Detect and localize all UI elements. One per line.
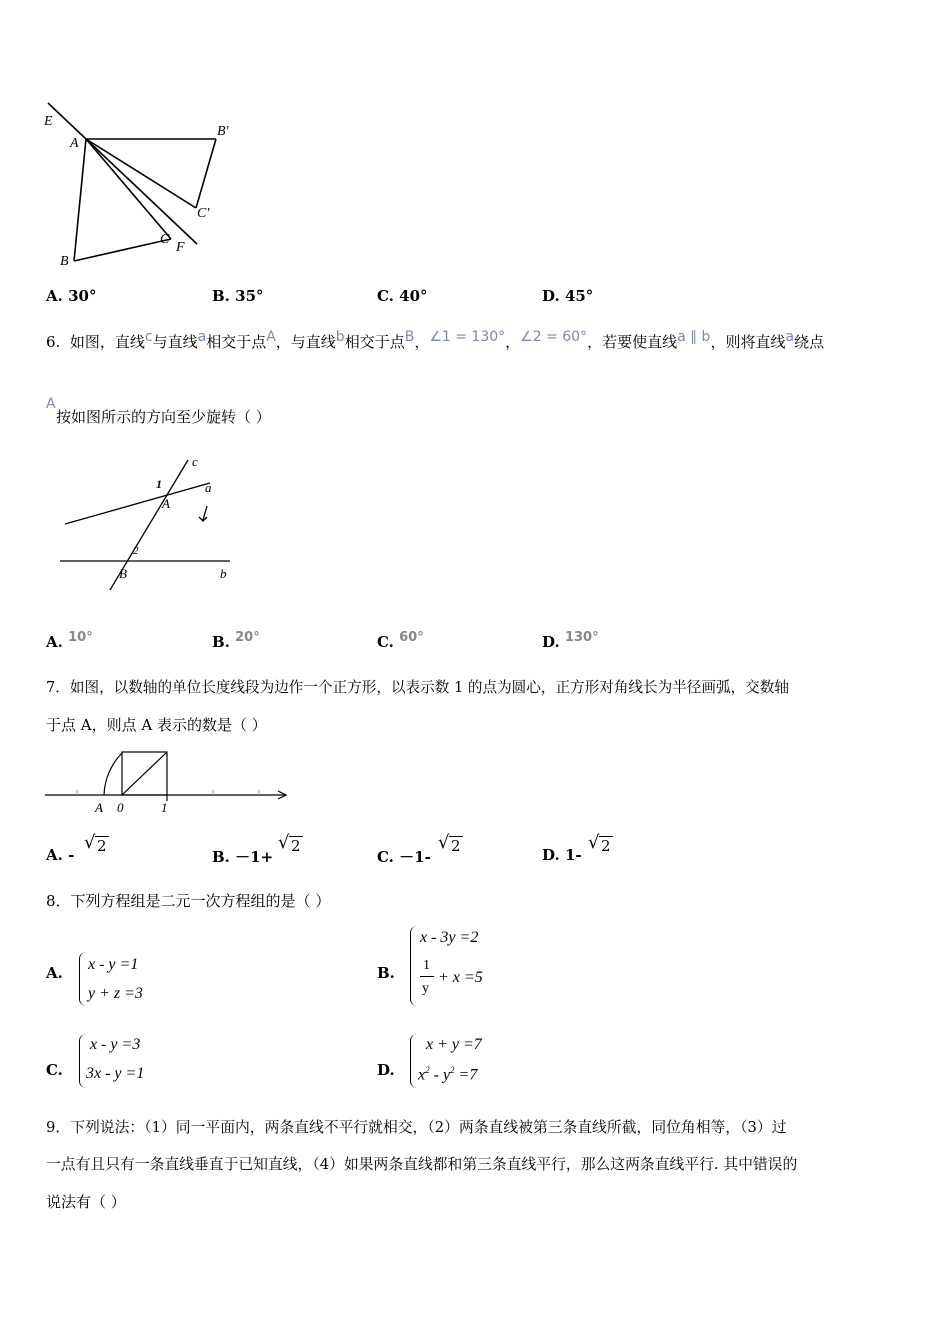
- q6-text: ，与直线: [275, 333, 336, 351]
- q6-text: 与直线: [152, 333, 198, 351]
- eq-exponent: 2: [425, 1065, 430, 1075]
- option-value: 10°: [68, 630, 93, 645]
- q5-label-Cp: C': [197, 206, 210, 221]
- sqrt-icon: √: [278, 832, 290, 853]
- q6-sym-a: a: [197, 329, 207, 345]
- q5-option-a: [46, 287, 96, 305]
- q7-option-c: [377, 832, 461, 867]
- q5-label-B: B: [60, 254, 69, 269]
- option-letter: D.: [542, 287, 560, 305]
- q8-brace-icon: [410, 926, 417, 1006]
- option-letter: C.: [377, 633, 394, 651]
- q6-text: ，: [505, 333, 521, 351]
- option-radicand: 2: [97, 837, 107, 855]
- option-letter: B.: [212, 633, 230, 651]
- q6-stem-line1: [46, 330, 824, 350]
- q8-brace-icon: [410, 1034, 417, 1088]
- q6-angle2: ∠2 = 60°: [520, 329, 588, 345]
- q8-option-d-eq1: x + y =7: [426, 1036, 482, 1053]
- option-radicand: 2: [291, 837, 301, 855]
- q6-option-c: [377, 630, 424, 651]
- q6-label-1: 1: [156, 477, 162, 491]
- q6-option-d: [542, 630, 599, 651]
- option-letter: A.: [46, 287, 63, 305]
- q6-text: 相交于点: [206, 333, 267, 351]
- q9-stem-line3: 说法有（ ）: [46, 1193, 126, 1211]
- q6-text: 相交于点: [344, 333, 405, 351]
- q8-option-b-letter: B.: [377, 964, 395, 982]
- q6-sym-B: B: [404, 329, 415, 345]
- sqrt-icon: √: [438, 832, 450, 853]
- eq-term: =7: [454, 1066, 478, 1084]
- q7-option-a: [46, 832, 107, 864]
- q8-option-b-eq2: + x =5: [438, 969, 483, 986]
- q8-stem: 8．下列方程组是二元一次方程组的是（ ）: [46, 892, 331, 910]
- q8-option-c-eq1: x - y =3: [90, 1036, 141, 1053]
- option-letter: B.: [212, 287, 230, 305]
- q8-option-b-frac-den: y: [422, 981, 429, 996]
- q7-label-0: 0: [117, 800, 124, 815]
- q5-option-b: [212, 287, 264, 305]
- q6-text: ，若要使直线: [587, 333, 678, 351]
- q8-option-b-frac-num: 1: [423, 958, 430, 973]
- option-value: 130°: [564, 630, 599, 645]
- q5-option-d: [542, 287, 593, 305]
- q6-sym-A: A: [266, 329, 276, 345]
- option-letter: D.: [542, 633, 560, 651]
- q8-brace-icon: [79, 1034, 86, 1088]
- q8-option-a-letter: A.: [46, 964, 63, 982]
- q7-number-line-figure: [42, 745, 292, 817]
- q8-option-b-eq1: x - 3y =2: [420, 929, 479, 946]
- q6-parallel: a ∥ b: [677, 329, 711, 345]
- q6-option-b: [212, 630, 260, 651]
- q6-label-B: B: [119, 566, 127, 581]
- q8-option-c-eq2: 3x - y =1: [86, 1065, 145, 1082]
- q6-angle1: ∠1 = 130°: [429, 329, 506, 345]
- sqrt-icon: √: [588, 832, 600, 853]
- option-prefix: －1-: [399, 848, 431, 866]
- q5-label-A: A: [70, 136, 79, 151]
- q9-stem-line2: 一点有且只有一条直线垂直于已知直线，（4）如果两条直线都和第三条直线平行，那么这两条直线平行. 其中错误的: [46, 1156, 798, 1173]
- q8-option-a-eq1: x - y =1: [88, 956, 139, 973]
- option-value: 35°: [235, 287, 264, 305]
- q6-sym-A-line2: A: [46, 396, 56, 412]
- q6-sym-b: b: [335, 329, 345, 345]
- q5-figure: [40, 95, 250, 275]
- sqrt-icon: √: [84, 832, 96, 853]
- option-prefix: 1-: [564, 846, 582, 864]
- option-letter: A.: [46, 633, 63, 651]
- eq-term: - y: [429, 1066, 451, 1084]
- q6-text: ，则将直线: [710, 333, 786, 351]
- q7-stem-line1: 7．如图，以数轴的单位长度线段为边作一个正方形，以表示数 1 的点为圆心，正方形对角线长为半径画弧，交数轴: [46, 679, 789, 696]
- q6-option-a: [46, 630, 93, 651]
- option-value: 45°: [564, 287, 594, 305]
- q6-figure: [55, 450, 255, 590]
- eq-exponent: 2: [450, 1065, 455, 1075]
- q7-option-d: [542, 832, 611, 864]
- eq-term: x: [418, 1066, 426, 1084]
- option-letter: C.: [377, 848, 394, 866]
- q6-label-a: a: [205, 480, 212, 495]
- option-letter: B.: [212, 848, 230, 866]
- q7-label-1: 1: [161, 800, 168, 815]
- q6-text: ，: [414, 333, 430, 351]
- q6-text: 如图，直线: [69, 333, 145, 351]
- q5-option-c: [377, 287, 428, 305]
- q6-text: 绕点: [794, 333, 825, 351]
- q7-option-b: [212, 832, 301, 867]
- option-radicand: 2: [451, 837, 461, 855]
- q7-label-A: A: [95, 800, 103, 815]
- q8-brace-icon: [79, 952, 86, 1006]
- q6-label-A: A: [162, 496, 170, 511]
- q6-number: 6.: [46, 333, 61, 351]
- option-value: 30°: [68, 287, 97, 305]
- option-value: 20°: [235, 630, 260, 645]
- q5-label-F: F: [176, 240, 185, 255]
- q6-label-2: 2: [133, 545, 139, 557]
- q8-option-d-eq2: [418, 1065, 477, 1084]
- q5-label-E: E: [44, 114, 53, 129]
- q6-stem-line2: 按如图所示的方向至少旋转（ ）: [56, 408, 271, 426]
- q8-option-d-letter: D.: [377, 1061, 395, 1079]
- q9-stem-line1: 9．下列说法：（1）同一平面内，两条直线不平行就相交，（2）两条直线被第三条直线所截，同位角相等，（3）过: [46, 1119, 787, 1136]
- option-prefix: -: [68, 846, 75, 864]
- q8-fraction-bar: [420, 976, 434, 977]
- q5-label-C: C: [160, 232, 170, 247]
- q6-sym-a: a: [785, 329, 795, 345]
- q7-stem-line2: 于点 A，则点 A 表示的数是（ ）: [46, 716, 267, 734]
- option-prefix: －1+: [235, 848, 274, 866]
- option-value: 60°: [399, 630, 424, 645]
- q6-label-b: b: [220, 566, 227, 581]
- q6-sym-c: c: [144, 329, 153, 345]
- option-letter: D.: [542, 846, 560, 864]
- option-letter: A.: [46, 846, 63, 864]
- q6-label-c: c: [192, 454, 198, 469]
- option-radicand: 2: [601, 837, 611, 855]
- q8-option-a-eq2: y + z =3: [88, 985, 143, 1002]
- q5-label-Bp: B': [217, 124, 229, 139]
- option-value: 40°: [399, 287, 428, 305]
- option-letter: C.: [377, 287, 394, 305]
- q8-option-c-letter: C.: [46, 1061, 63, 1079]
